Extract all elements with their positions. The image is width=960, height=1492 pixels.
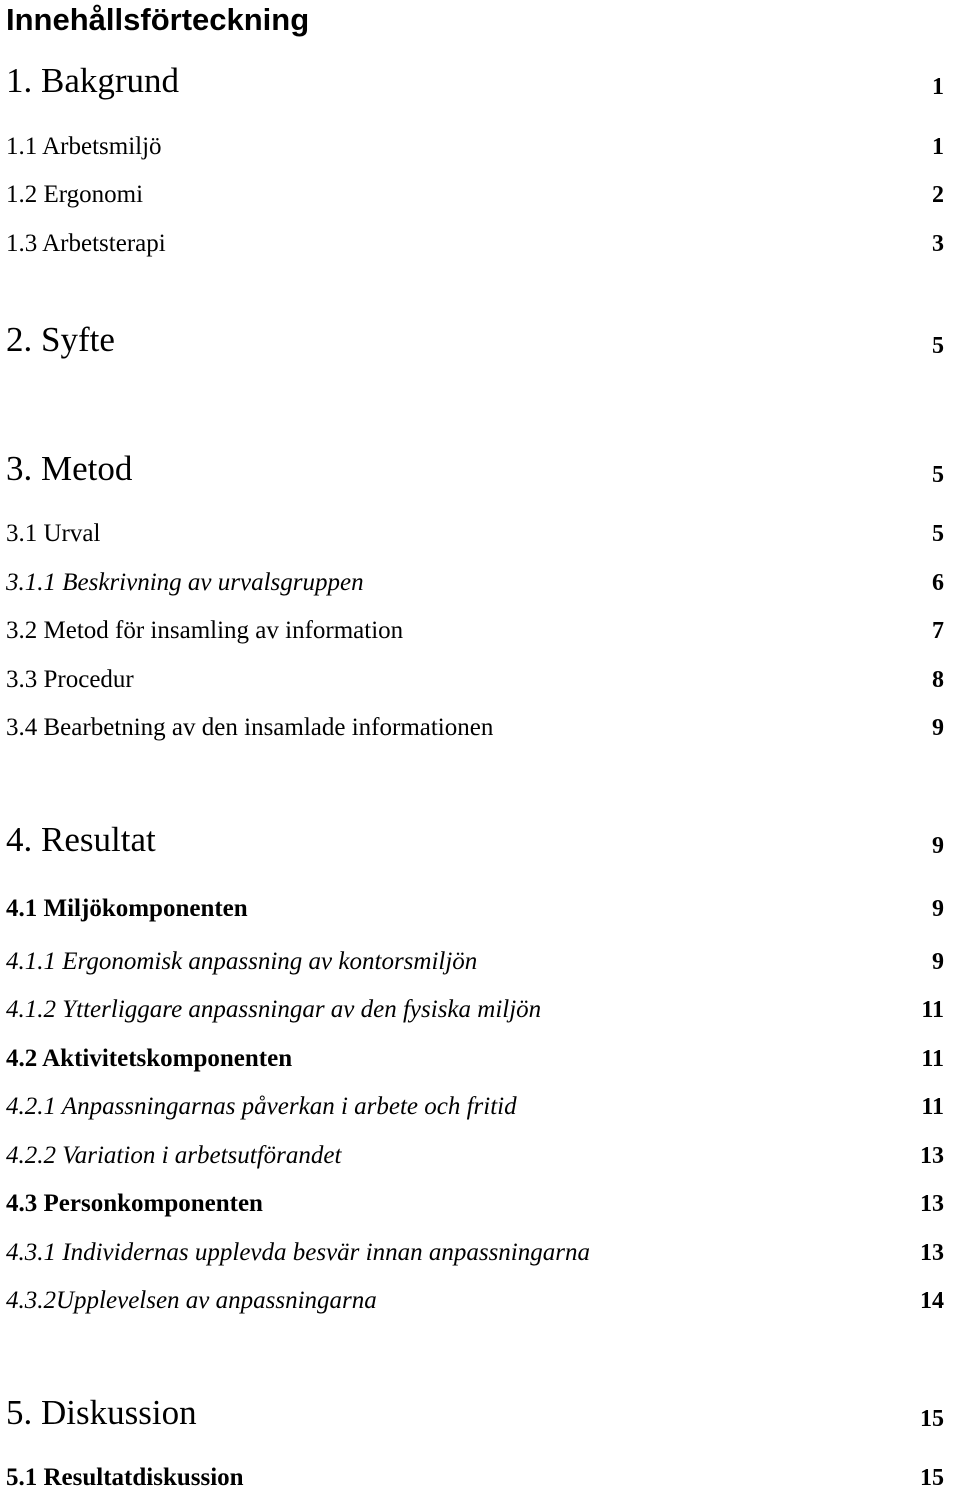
toc-entry[interactable] — [6, 654, 944, 694]
toc-entry-label: 1.1 Arbetsmiljö — [6, 133, 162, 160]
toc-entry-label: 1. Bakgrund — [6, 61, 180, 100]
toc-entry-label: 4.2.1 Anpassningarnas påverkan i arbete och fritid — [6, 1093, 517, 1120]
toc-entry-label: 3.2 Metod för insamling av information — [6, 617, 404, 644]
toc-entry-label: 4.1.2 Ytterliggare anpassningar av den fysiska miljön — [6, 996, 542, 1023]
toc-entry-label: 4.3 Personkomponenten — [6, 1190, 263, 1217]
toc-entry-label: 4.1.1 Ergonomisk anpassning av kontorsmiljön — [6, 948, 478, 975]
toc-entry-page: 8 — [932, 667, 944, 693]
toc-entry-page: 3 — [932, 231, 944, 257]
toc-entry-page: 9 — [932, 833, 944, 859]
toc-entry-label: 3.1 Urval — [6, 520, 101, 547]
toc-entry-label: 3.4 Bearbetning av den insamlade informationen — [6, 714, 494, 741]
toc-entry-page: 1 — [932, 134, 944, 160]
toc-entry-label: 3.1.1 Beskrivning av urvalsgruppen — [6, 569, 364, 596]
toc-entry-page: 9 — [932, 896, 944, 922]
toc-entry-page: 15 — [920, 1406, 944, 1432]
toc-entry[interactable] — [6, 1130, 944, 1170]
toc-entry-page: 11 — [921, 997, 944, 1023]
toc-entry[interactable] — [6, 1227, 944, 1267]
toc-entry-page: 9 — [932, 949, 944, 975]
toc-entry-label: 3.3 Procedur — [6, 666, 134, 693]
toc-entry-label: 4.2.2 Variation i arbetsutförandet — [6, 1142, 342, 1169]
toc-entry[interactable] — [6, 218, 944, 258]
toc-entry[interactable] — [6, 936, 944, 976]
toc-entry-page: 9 — [932, 715, 944, 741]
toc-entry-label: 5.1 Resultatdiskussion — [6, 1464, 244, 1491]
toc-entry-label: 1.3 Arbetsterapi — [6, 230, 166, 257]
toc-entry-label: 4. Resultat — [6, 820, 156, 859]
toc-entry-page: 14 — [920, 1288, 944, 1314]
toc-entry-page: 6 — [932, 570, 944, 596]
toc-entry[interactable] — [6, 605, 944, 645]
toc-entry[interactable] — [6, 1452, 944, 1492]
toc-entry-label: 4.2 Aktivitetskomponenten — [6, 1045, 293, 1072]
toc-entry[interactable] — [6, 1178, 944, 1218]
toc-entry[interactable] — [6, 1033, 944, 1073]
toc-title: Innehållsförteckning — [6, 2, 310, 37]
toc-entry-page: 2 — [932, 182, 944, 208]
toc-entry-label: 4.3.2Upplevelsen av anpassningarna — [6, 1287, 377, 1314]
toc-entry[interactable] — [6, 169, 944, 209]
toc-entry[interactable] — [6, 121, 944, 161]
toc-entry[interactable] — [6, 320, 944, 360]
toc-entry[interactable] — [6, 820, 944, 860]
toc-entry-label: 4.3.1 Individernas upplevda besvär innan anpassningarna — [6, 1239, 590, 1266]
toc-entry-page: 11 — [921, 1046, 944, 1072]
toc-entry-page: 13 — [920, 1143, 944, 1169]
toc-entry-page: 1 — [932, 74, 944, 100]
toc-entry-page: 13 — [920, 1240, 944, 1266]
toc-entry[interactable] — [6, 984, 944, 1024]
toc-entry[interactable] — [6, 1393, 944, 1433]
toc-entry[interactable] — [6, 1275, 944, 1315]
toc-entry-page: 15 — [920, 1465, 944, 1491]
toc-entry-page: 7 — [932, 618, 944, 644]
toc-entry-label: 2. Syfte — [6, 320, 115, 359]
toc-entry[interactable] — [6, 508, 944, 548]
toc-entry[interactable] — [6, 449, 944, 489]
toc-entry[interactable] — [6, 557, 944, 597]
toc-entry-page: 11 — [921, 1094, 944, 1120]
toc-entry-page: 5 — [932, 521, 944, 547]
toc-entry-label: 4.1 Miljökomponenten — [6, 895, 248, 922]
toc-entry-page: 5 — [932, 333, 944, 359]
toc-entry-page: 5 — [932, 462, 944, 488]
toc-entry-label: 1.2 Ergonomi — [6, 181, 144, 208]
toc-entry[interactable] — [6, 61, 944, 101]
toc-entry[interactable] — [6, 883, 944, 923]
toc-entry-label: 5. Diskussion — [6, 1393, 197, 1432]
toc-entry[interactable] — [6, 1081, 944, 1121]
toc-entry[interactable] — [6, 702, 944, 742]
toc-entry-label: 3. Metod — [6, 449, 133, 488]
toc-entry-page: 13 — [920, 1191, 944, 1217]
